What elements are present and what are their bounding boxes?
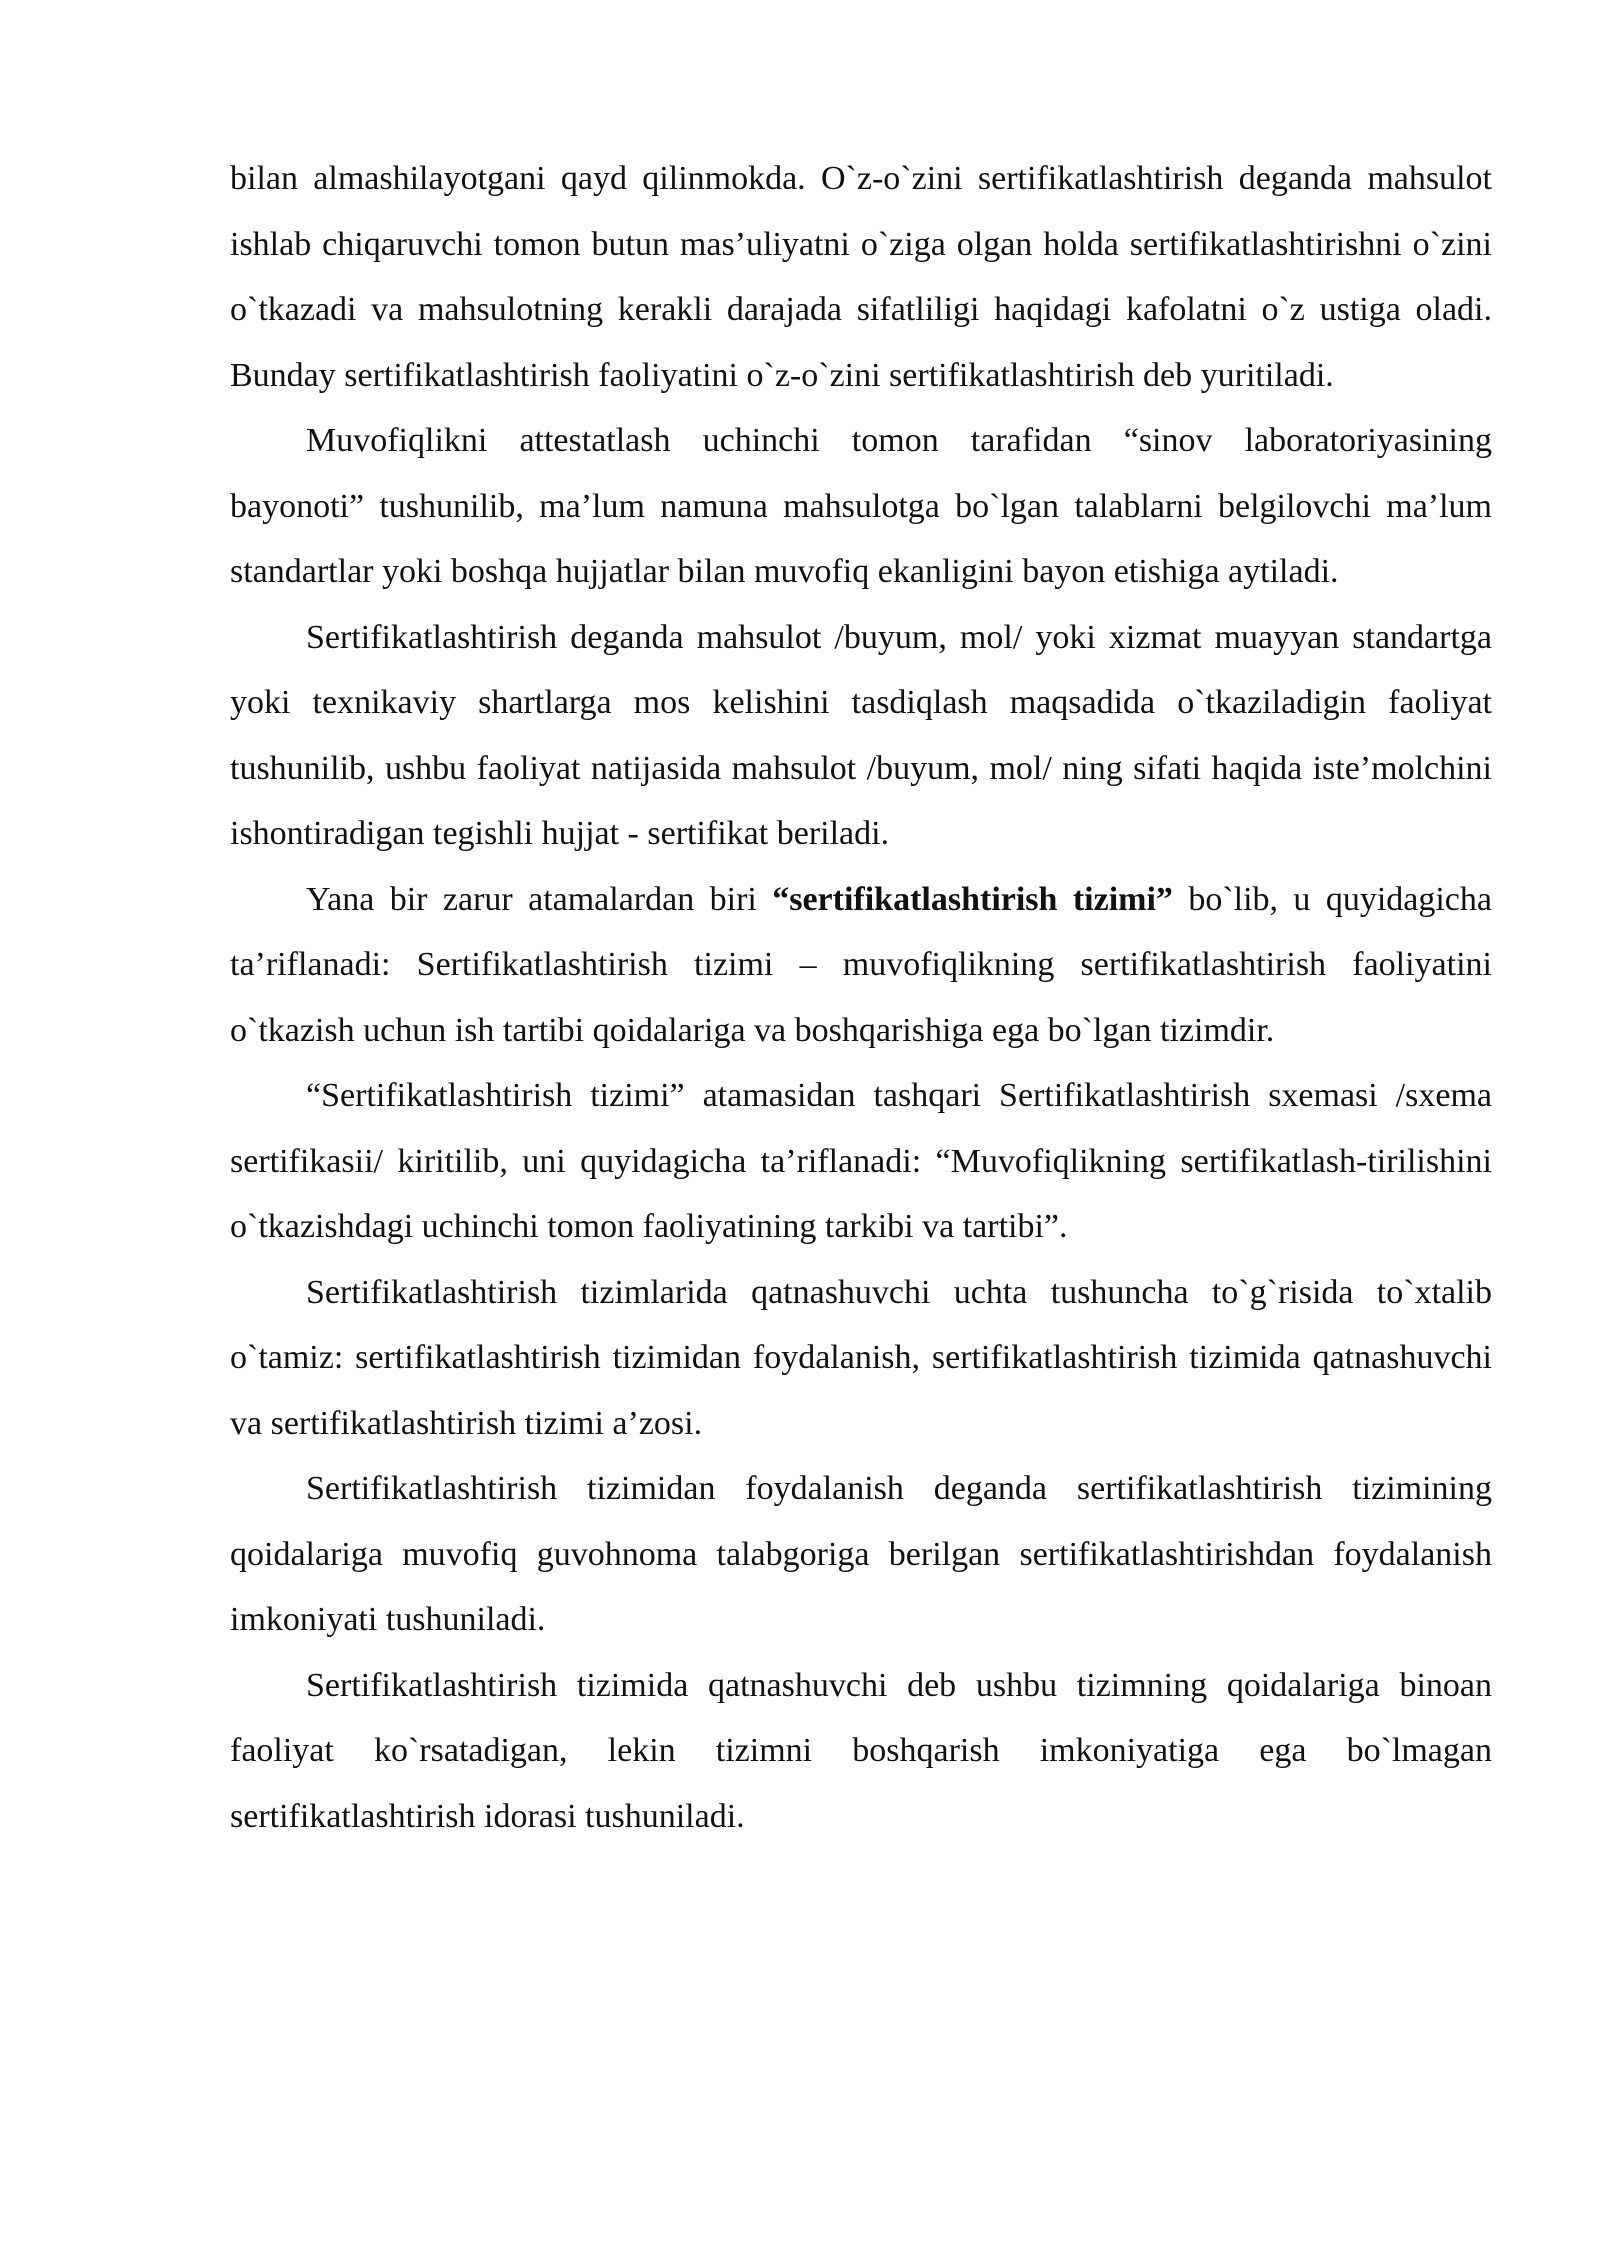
bold-term: “sertifikatlashtirish tizimi”	[772, 880, 1173, 918]
paragraph-text-before-term: Yana bir zarur atamalardan biri	[306, 880, 773, 918]
document-body	[230, 146, 1492, 1849]
paragraph-attestation: Muvofiqlikni attestatlash uchinchi tomon tarafidan “sinov laboratoriyasining bayonoti” tushunilib, ma’lum namuna mahsulotga bo`lgan talablarni belgilovchi ma’lum standartlar yoki boshqa hujjatlar bilan muvofiq ekanligini bayon etishiga aytiladi.	[230, 422, 1492, 590]
paragraph-certification-system	[230, 867, 1492, 1064]
paragraph-system-participant: Sertifikatlashtirish tizimida qatnashuvchi deb ushbu tizimning qoidalariga binoan faoliyat ko`rsatadigan, lekin tizimni boshqarish imkoniyatiga ega bo`lmagan sertifikatlashtirish idorasi tushuniladi.	[230, 1666, 1492, 1835]
paragraph-system-access: Sertifikatlashtirish tizimidan foydalanish deganda sertifikatlashtirish tizimining qoidalariga muvofiq guvohnoma talabgoriga berilgan sertifikatlashtirishdan foydalanish imkoniyati tushuniladi.	[230, 1470, 1492, 1638]
paragraph-text-after-term: bo`lib, u quyidagicha ta’riflanadi: Sertifikatlashtirish tizimi – muvofiqlikning sertifikatlashtirish faoliyatini o`tkazish uchun ish tartibi qoidalariga va boshqarishiga ega bo`lgan tizimdir.	[230, 880, 1492, 1049]
paragraph-certification-definition: Sertifikatlashtirish deganda mahsulot /buyum, mol/ yoki xizmat muayyan standartga yoki texnikaviy shartlarga mos kelishini tasdiqlash maqsadida o`tkaziladigin faoliyat tushunilib, ushbu faoliyat natijasida mahsulot /buyum, mol/ ning sifati haqida iste’molchini ishontiradigan tegishli hujjat - sertifikat beriladi.	[230, 618, 1492, 852]
paragraph-three-concepts: Sertifikatlashtirish tizimlarida qatnashuvchi uchta tushuncha to`g`risida to`xtalib o`tamiz: sertifikatlashtirish tizimidan foydalanish, sertifikatlashtirish tizimida qatnashuvchi va sertifikatlashtirish tizimi a’zosi.	[230, 1273, 1492, 1442]
paragraph-certification-scheme: “Sertifikatlashtirish tizimi” atamasidan tashqari Sertifikatlashtirish sxemasi /sxema sertifikasii/ kiritilib, uni quyidagicha ta’riflanadi: “Muvofiqlikning sertifikatlash-tirilishini o`tkazishdagi uchinchi tomon faoliyatining tarkibi va tartibi”.	[230, 1077, 1492, 1245]
paragraph-continuation: bilan almashilayotgani qayd qilinmokda. O`z-o`zini sertifikatlashtirish deganda mahsulot ishlab chiqaruvchi tomon butun mas’uliyatni o`ziga olgan holda sertifikatlashtirishni o`zini o`tkazadi va mahsulotning kerakli darajada sifatliligi haqidagi kafolatni o`z ustiga oladi. Bunday sertifikatlashtirish faoliyatini o`z-o`zini sertifikatlashtirish deb yuritiladi.	[230, 160, 1492, 394]
